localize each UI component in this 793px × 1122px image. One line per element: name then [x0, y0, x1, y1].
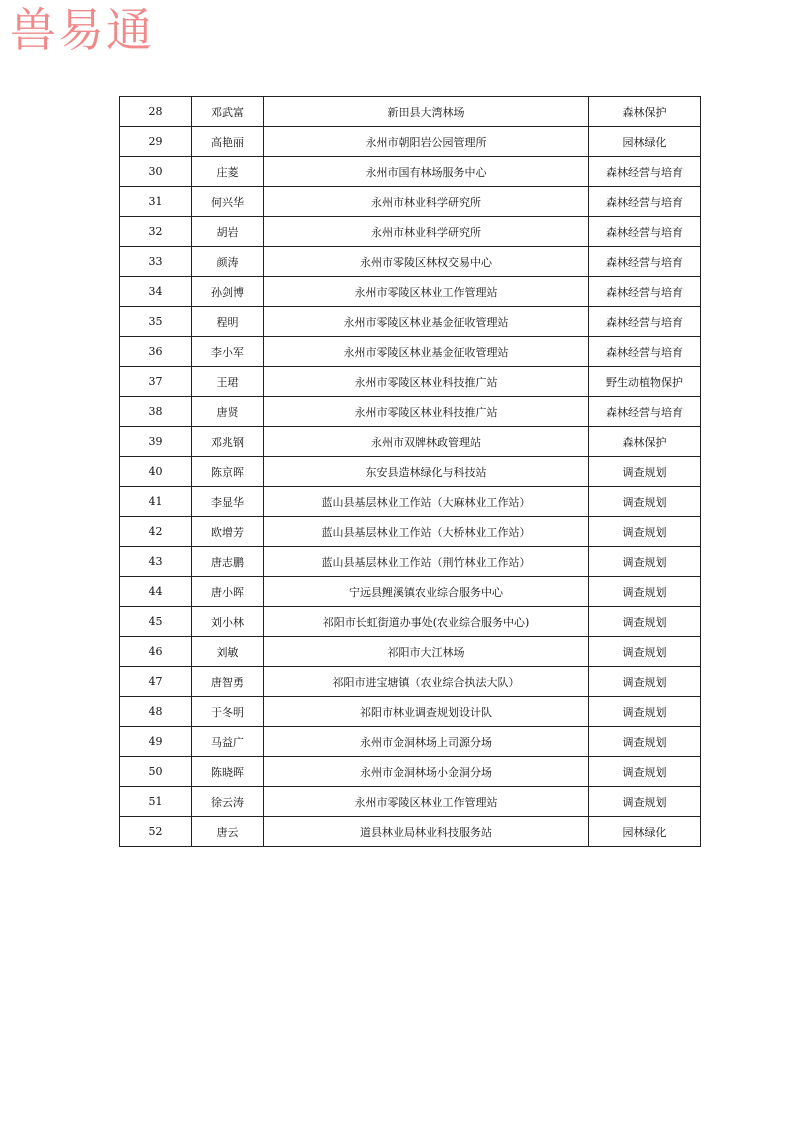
specialty-field-cell: 森林经营与培育 — [589, 337, 701, 367]
person-name-cell: 马益广 — [192, 727, 264, 757]
person-name-cell: 何兴华 — [192, 187, 264, 217]
work-unit-cell: 蓝山县基层林业工作站（大麻林业工作站） — [264, 487, 589, 517]
specialty-field-cell: 调查规划 — [589, 787, 701, 817]
person-name-cell: 李显华 — [192, 487, 264, 517]
person-name-cell: 高艳丽 — [192, 127, 264, 157]
work-unit-cell: 永州市林业科学研究所 — [264, 187, 589, 217]
person-name-cell: 刘敏 — [192, 637, 264, 667]
row-number-cell: 46 — [120, 637, 192, 667]
work-unit-cell: 永州市零陵区林权交易中心 — [264, 247, 589, 277]
person-name-cell: 孙剑博 — [192, 277, 264, 307]
row-number-cell: 43 — [120, 547, 192, 577]
row-number-cell: 31 — [120, 187, 192, 217]
specialty-field-cell: 调查规划 — [589, 547, 701, 577]
table-row — [120, 787, 701, 817]
work-unit-cell: 祁阳市大江林场 — [264, 637, 589, 667]
row-number-cell: 36 — [120, 337, 192, 367]
person-name-cell: 程明 — [192, 307, 264, 337]
row-number-cell: 30 — [120, 157, 192, 187]
work-unit-cell: 道县林业局林业科技服务站 — [264, 817, 589, 847]
work-unit-cell: 永州市金洞林场小金洞分场 — [264, 757, 589, 787]
specialty-field-cell: 森林保护 — [589, 427, 701, 457]
person-name-cell: 刘小林 — [192, 607, 264, 637]
row-number-cell: 44 — [120, 577, 192, 607]
person-name-cell: 于冬明 — [192, 697, 264, 727]
specialty-field-cell: 调查规划 — [589, 607, 701, 637]
table-row — [120, 487, 701, 517]
person-name-cell: 唐贤 — [192, 397, 264, 427]
person-name-cell: 陈京晖 — [192, 457, 264, 487]
row-number-cell: 52 — [120, 817, 192, 847]
row-number-cell: 29 — [120, 127, 192, 157]
table-row — [120, 157, 701, 187]
specialty-field-cell: 森林经营与培育 — [589, 157, 701, 187]
personnel-table-body — [120, 97, 701, 847]
person-name-cell: 胡岩 — [192, 217, 264, 247]
row-number-cell: 32 — [120, 217, 192, 247]
table-row — [120, 187, 701, 217]
person-name-cell: 李小军 — [192, 337, 264, 367]
table-row — [120, 277, 701, 307]
row-number-cell: 40 — [120, 457, 192, 487]
table-row — [120, 307, 701, 337]
work-unit-cell: 永州市零陵区林业工作管理站 — [264, 277, 589, 307]
table-row — [120, 547, 701, 577]
specialty-field-cell: 调查规划 — [589, 487, 701, 517]
work-unit-cell: 永州市零陵区林业基金征收管理站 — [264, 307, 589, 337]
person-name-cell: 庄菱 — [192, 157, 264, 187]
table-row — [120, 727, 701, 757]
row-number-cell: 33 — [120, 247, 192, 277]
table-row — [120, 757, 701, 787]
specialty-field-cell: 园林绿化 — [589, 127, 701, 157]
table-row — [120, 607, 701, 637]
work-unit-cell: 永州市双牌林政管理站 — [264, 427, 589, 457]
work-unit-cell: 永州市金洞林场上司源分场 — [264, 727, 589, 757]
work-unit-cell: 永州市零陵区林业基金征收管理站 — [264, 337, 589, 367]
table-row — [120, 367, 701, 397]
work-unit-cell: 永州市林业科学研究所 — [264, 217, 589, 247]
table-row — [120, 397, 701, 427]
specialty-field-cell: 森林经营与培育 — [589, 277, 701, 307]
specialty-field-cell: 森林经营与培育 — [589, 307, 701, 337]
specialty-field-cell: 调查规划 — [589, 517, 701, 547]
row-number-cell: 42 — [120, 517, 192, 547]
row-number-cell: 34 — [120, 277, 192, 307]
specialty-field-cell: 调查规划 — [589, 667, 701, 697]
work-unit-cell: 宁远县鲤溪镇农业综合服务中心 — [264, 577, 589, 607]
person-name-cell: 唐智勇 — [192, 667, 264, 697]
row-number-cell: 38 — [120, 397, 192, 427]
row-number-cell: 50 — [120, 757, 192, 787]
table-row — [120, 97, 701, 127]
work-unit-cell: 永州市国有林场服务中心 — [264, 157, 589, 187]
row-number-cell: 39 — [120, 427, 192, 457]
personnel-table — [119, 96, 701, 847]
specialty-field-cell: 森林经营与培育 — [589, 247, 701, 277]
person-name-cell: 唐小晖 — [192, 577, 264, 607]
specialty-field-cell: 调查规划 — [589, 757, 701, 787]
table-row — [120, 817, 701, 847]
specialty-field-cell: 调查规划 — [589, 697, 701, 727]
work-unit-cell: 祁阳市林业调查规划设计队 — [264, 697, 589, 727]
table-row — [120, 667, 701, 697]
table-row — [120, 697, 701, 727]
work-unit-cell: 永州市零陵区林业科技推广站 — [264, 397, 589, 427]
row-number-cell: 28 — [120, 97, 192, 127]
row-number-cell: 41 — [120, 487, 192, 517]
specialty-field-cell: 森林保护 — [589, 97, 701, 127]
specialty-field-cell: 野生动植物保护 — [589, 367, 701, 397]
work-unit-cell: 蓝山县基层林业工作站（荆竹林业工作站） — [264, 547, 589, 577]
work-unit-cell: 祁阳市进宝塘镇（农业综合执法大队） — [264, 667, 589, 697]
person-name-cell: 欧增芳 — [192, 517, 264, 547]
watermark-logo: 兽易通 — [10, 3, 154, 57]
specialty-field-cell: 调查规划 — [589, 577, 701, 607]
person-name-cell: 邓武富 — [192, 97, 264, 127]
table-row — [120, 337, 701, 367]
person-name-cell: 陈晓晖 — [192, 757, 264, 787]
specialty-field-cell: 园林绿化 — [589, 817, 701, 847]
table-row — [120, 427, 701, 457]
person-name-cell: 唐云 — [192, 817, 264, 847]
person-name-cell: 颜涛 — [192, 247, 264, 277]
specialty-field-cell: 森林经营与培育 — [589, 397, 701, 427]
row-number-cell: 51 — [120, 787, 192, 817]
table-row — [120, 127, 701, 157]
specialty-field-cell: 调查规划 — [589, 637, 701, 667]
person-name-cell: 王珺 — [192, 367, 264, 397]
work-unit-cell: 永州市朝阳岩公园管理所 — [264, 127, 589, 157]
specialty-field-cell: 森林经营与培育 — [589, 217, 701, 247]
work-unit-cell: 东安县造林绿化与科技站 — [264, 457, 589, 487]
work-unit-cell: 祁阳市长虹街道办事处(农业综合服务中心) — [264, 607, 589, 637]
work-unit-cell: 蓝山县基层林业工作站（大桥林业工作站） — [264, 517, 589, 547]
specialty-field-cell: 调查规划 — [589, 457, 701, 487]
table-row — [120, 457, 701, 487]
person-name-cell: 唐志鹏 — [192, 547, 264, 577]
row-number-cell: 47 — [120, 667, 192, 697]
row-number-cell: 49 — [120, 727, 192, 757]
table-row — [120, 247, 701, 277]
work-unit-cell: 永州市零陵区林业工作管理站 — [264, 787, 589, 817]
person-name-cell: 邓兆钢 — [192, 427, 264, 457]
work-unit-cell: 新田县大湾林场 — [264, 97, 589, 127]
row-number-cell: 45 — [120, 607, 192, 637]
row-number-cell: 35 — [120, 307, 192, 337]
table-row — [120, 577, 701, 607]
table-row — [120, 217, 701, 247]
table-row — [120, 517, 701, 547]
specialty-field-cell: 调查规划 — [589, 727, 701, 757]
table-row — [120, 637, 701, 667]
row-number-cell: 37 — [120, 367, 192, 397]
specialty-field-cell: 森林经营与培育 — [589, 187, 701, 217]
row-number-cell: 48 — [120, 697, 192, 727]
work-unit-cell: 永州市零陵区林业科技推广站 — [264, 367, 589, 397]
person-name-cell: 徐云涛 — [192, 787, 264, 817]
